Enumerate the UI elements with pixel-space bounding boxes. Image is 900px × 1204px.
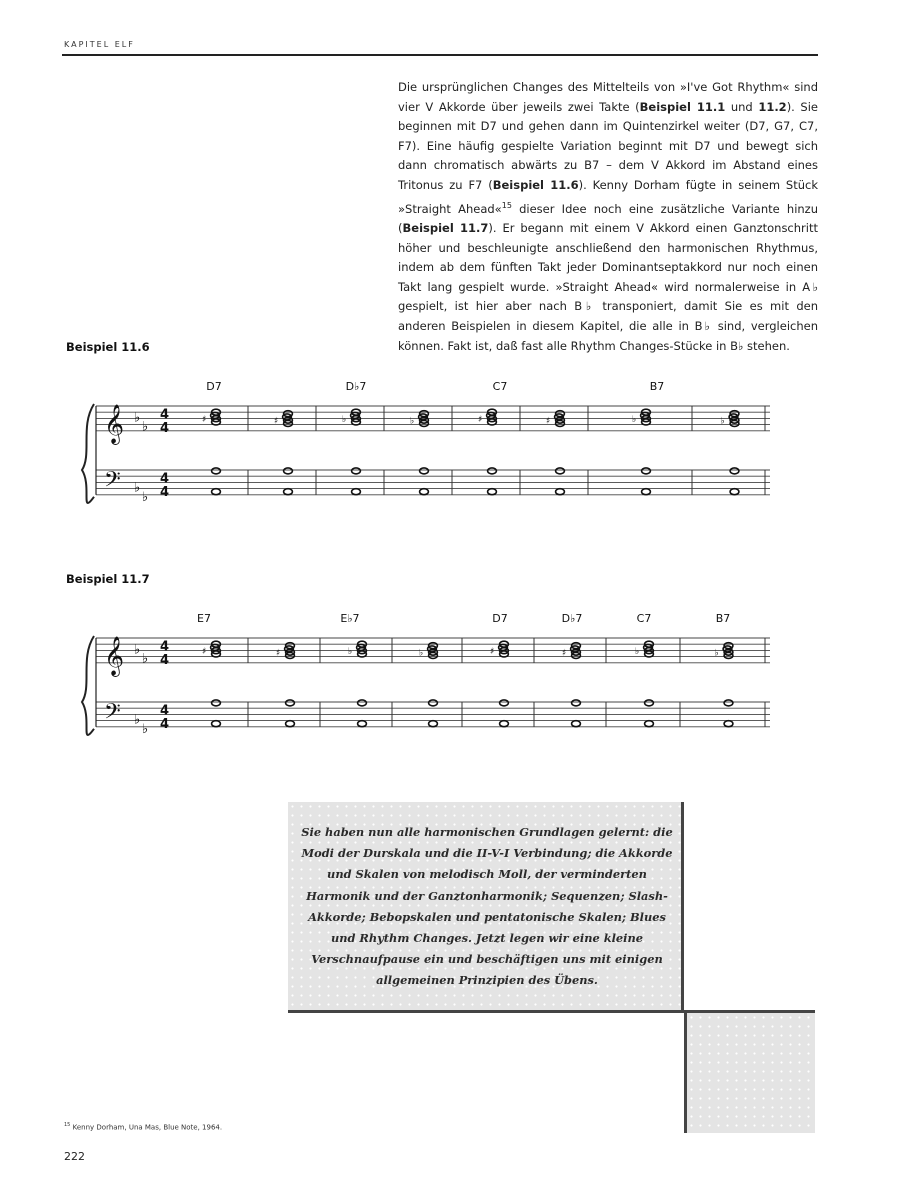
bass-notehead <box>358 700 367 706</box>
bass-notehead <box>724 700 733 706</box>
chord-symbol: D7 <box>492 612 508 625</box>
accidental: ♯ <box>562 648 567 659</box>
bass-notehead <box>572 700 581 706</box>
bass-notehead <box>420 489 429 495</box>
bass-notehead <box>212 721 221 727</box>
bass-notehead <box>429 721 438 727</box>
paragraph-segment: ). Sie beginnen mit D7 und gehen dann im Quintenzirkel weiter (D7, G7, C7, F7). Eine häufig gespielte Variation beginnt mit D7 und bewegt sich dann chromatisch abwärts zu B7 – dem V Akkord im Abstand eines Tritonus zu F7 ( <box>398 99 818 192</box>
treble-clef: 𝄞 <box>104 635 125 676</box>
example-label-11-6: Beispiel 11.6 <box>66 340 150 354</box>
chord-symbol: E7 <box>197 612 211 625</box>
key-signature-flat: ♭ <box>142 489 149 505</box>
chord-symbol: D♭7 <box>345 380 367 393</box>
bass-notehead <box>352 468 361 474</box>
bass-notehead <box>488 489 497 495</box>
key-signature-flat: ♭ <box>142 419 149 435</box>
bass-notehead <box>212 468 221 474</box>
callout-text: Sie haben nun alle harmonischen Grundlagen gelernt: die Modi der Durskala und die II-V-I Verbindung; die Akkorde und Skalen von melodisch Moll, der verminderten Harmonik und der Ganztonharmonik; Sequenzen; Slash-Akkorde; Bebopskalen und pentatonische Skalen; Blues und Rhythm Changes. Jetzt legen wir eine kleine Verschnaufpause ein und beschäftigen uns mit einigen allgemeinen Prinzipien des Übens. <box>301 825 673 988</box>
header-rule <box>62 54 818 56</box>
chord-symbol: D7 <box>206 380 222 393</box>
paragraph-bold-reference: 11.2 <box>758 99 787 114</box>
accidental: ♭ <box>720 416 725 427</box>
accidental: ♯ <box>490 647 495 658</box>
accidental: ♯ <box>202 415 207 426</box>
bass-notehead <box>730 489 739 495</box>
key-signature-flat: ♭ <box>134 480 141 496</box>
bass-notehead <box>556 468 565 474</box>
key-signature-flat: ♭ <box>134 712 141 728</box>
body-paragraph <box>398 78 818 356</box>
key-signature-flat: ♭ <box>134 642 141 658</box>
bass-notehead <box>730 468 739 474</box>
accidental: ♯ <box>546 416 551 427</box>
bass-notehead <box>724 721 733 727</box>
bass-notehead <box>286 700 295 706</box>
bass-notehead <box>645 721 654 727</box>
accidental: ♯ <box>478 415 483 426</box>
bass-notehead <box>500 721 509 727</box>
accidental: ♭ <box>635 647 640 658</box>
treble-clef: 𝄞 <box>104 403 125 444</box>
footnote-number: 15 <box>64 1122 71 1128</box>
chord-symbol: D♭7 <box>561 612 583 625</box>
footnote-ref: 15 <box>501 200 512 210</box>
key-signature-flat: ♭ <box>142 721 149 737</box>
accidental: ♭ <box>342 415 347 426</box>
time-signature-bottom: 4 <box>160 716 170 732</box>
bass-notehead <box>212 489 221 495</box>
accidental: ♭ <box>348 647 353 658</box>
chord-symbol: B7 <box>649 380 665 393</box>
bass-notehead <box>420 468 429 474</box>
key-signature-flat: ♭ <box>142 651 149 667</box>
bass-notehead <box>286 721 295 727</box>
paragraph-segment: Die ursprünglichen Changes des Mittelteils von »I've Got Rhythm« sind vier V Akkorde über jeweils zwei Takte ( <box>398 80 818 114</box>
chord-symbol: C7 <box>492 380 508 393</box>
bass-notehead <box>284 489 293 495</box>
paragraph-segment: ). Kenny Dorham fügte in seinem Stück »Straight Ahead« <box>398 177 818 216</box>
bass-notehead <box>212 700 221 706</box>
accidental: ♯ <box>274 416 279 427</box>
bass-notehead <box>645 700 654 706</box>
callout-decoration <box>684 1013 815 1133</box>
accidental: ♭ <box>410 416 415 427</box>
bass-notehead <box>642 489 651 495</box>
bass-notehead <box>429 700 438 706</box>
bass-notehead <box>572 721 581 727</box>
time-signature-top: 4 <box>160 471 170 487</box>
paragraph-segment: dieser Idee noch eine zusätzliche Variante hinzu ( <box>398 201 819 235</box>
accidental: ♭ <box>714 648 719 659</box>
bass-notehead <box>284 468 293 474</box>
time-signature-bottom: 4 <box>160 652 170 668</box>
chord-symbol: C7 <box>636 612 652 625</box>
time-signature-top: 4 <box>160 407 170 423</box>
paragraph-bold-reference: Beispiel 11.7 <box>402 220 489 235</box>
key-signature-flat: ♭ <box>134 410 141 426</box>
bass-clef: 𝄢 <box>104 467 121 498</box>
page-number: 222 <box>64 1150 85 1163</box>
time-signature-top: 4 <box>160 639 170 655</box>
bass-notehead <box>352 489 361 495</box>
bass-notehead <box>358 721 367 727</box>
chord-symbol: B7 <box>715 612 731 625</box>
paragraph-segment: und <box>725 99 759 114</box>
footnote-text: Kenny Dorham, Una Mas, Blue Note, 1964. <box>72 1123 223 1132</box>
example-label-11-7: Beispiel 11.7 <box>66 572 150 586</box>
paragraph-bold-reference: Beispiel 11.1 <box>639 99 726 114</box>
brace <box>82 404 94 503</box>
chord-symbol: E♭7 <box>340 612 360 625</box>
time-signature-bottom: 4 <box>160 420 170 436</box>
score-example-11-6 <box>0 372 900 522</box>
score-example-11-7 <box>0 604 900 754</box>
paragraph-text <box>398 78 818 356</box>
accidental: ♯ <box>276 648 281 659</box>
accidental: ♯ <box>202 647 207 658</box>
bass-clef: 𝄢 <box>104 699 121 730</box>
paragraph-bold-reference: Beispiel 11.6 <box>492 177 579 192</box>
bass-notehead <box>642 468 651 474</box>
bass-notehead <box>556 489 565 495</box>
brace <box>82 636 94 735</box>
time-signature-top: 4 <box>160 703 170 719</box>
time-signature-bottom: 4 <box>160 484 170 500</box>
bass-notehead <box>500 700 509 706</box>
chapter-header: KAPITEL ELF <box>64 40 135 49</box>
accidental: ♭ <box>632 415 637 426</box>
footnote <box>64 1122 222 1131</box>
bass-notehead <box>488 468 497 474</box>
paragraph-segment: ). Er begann mit einem V Akkord einen Ganztonschritt höher und beschleunigte anschließend den harmonischen Rhythmus, indem ab dem fünften Takt jeder Dominantseptakkord nur noch einen Takt lang gespielt wurde. »Straight Ahead« wird normalerweise in A♭ gespielt, ist hier aber nach B♭ transponiert, damit Sie es mit den anderen Beispielen in diesem Kapitel, die alle in B♭ sind, vergleichen können. Fakt ist, daß fast alle Rhythm Changes-Stücke in B♭ stehen. <box>398 220 818 353</box>
accidental: ♭ <box>419 648 424 659</box>
